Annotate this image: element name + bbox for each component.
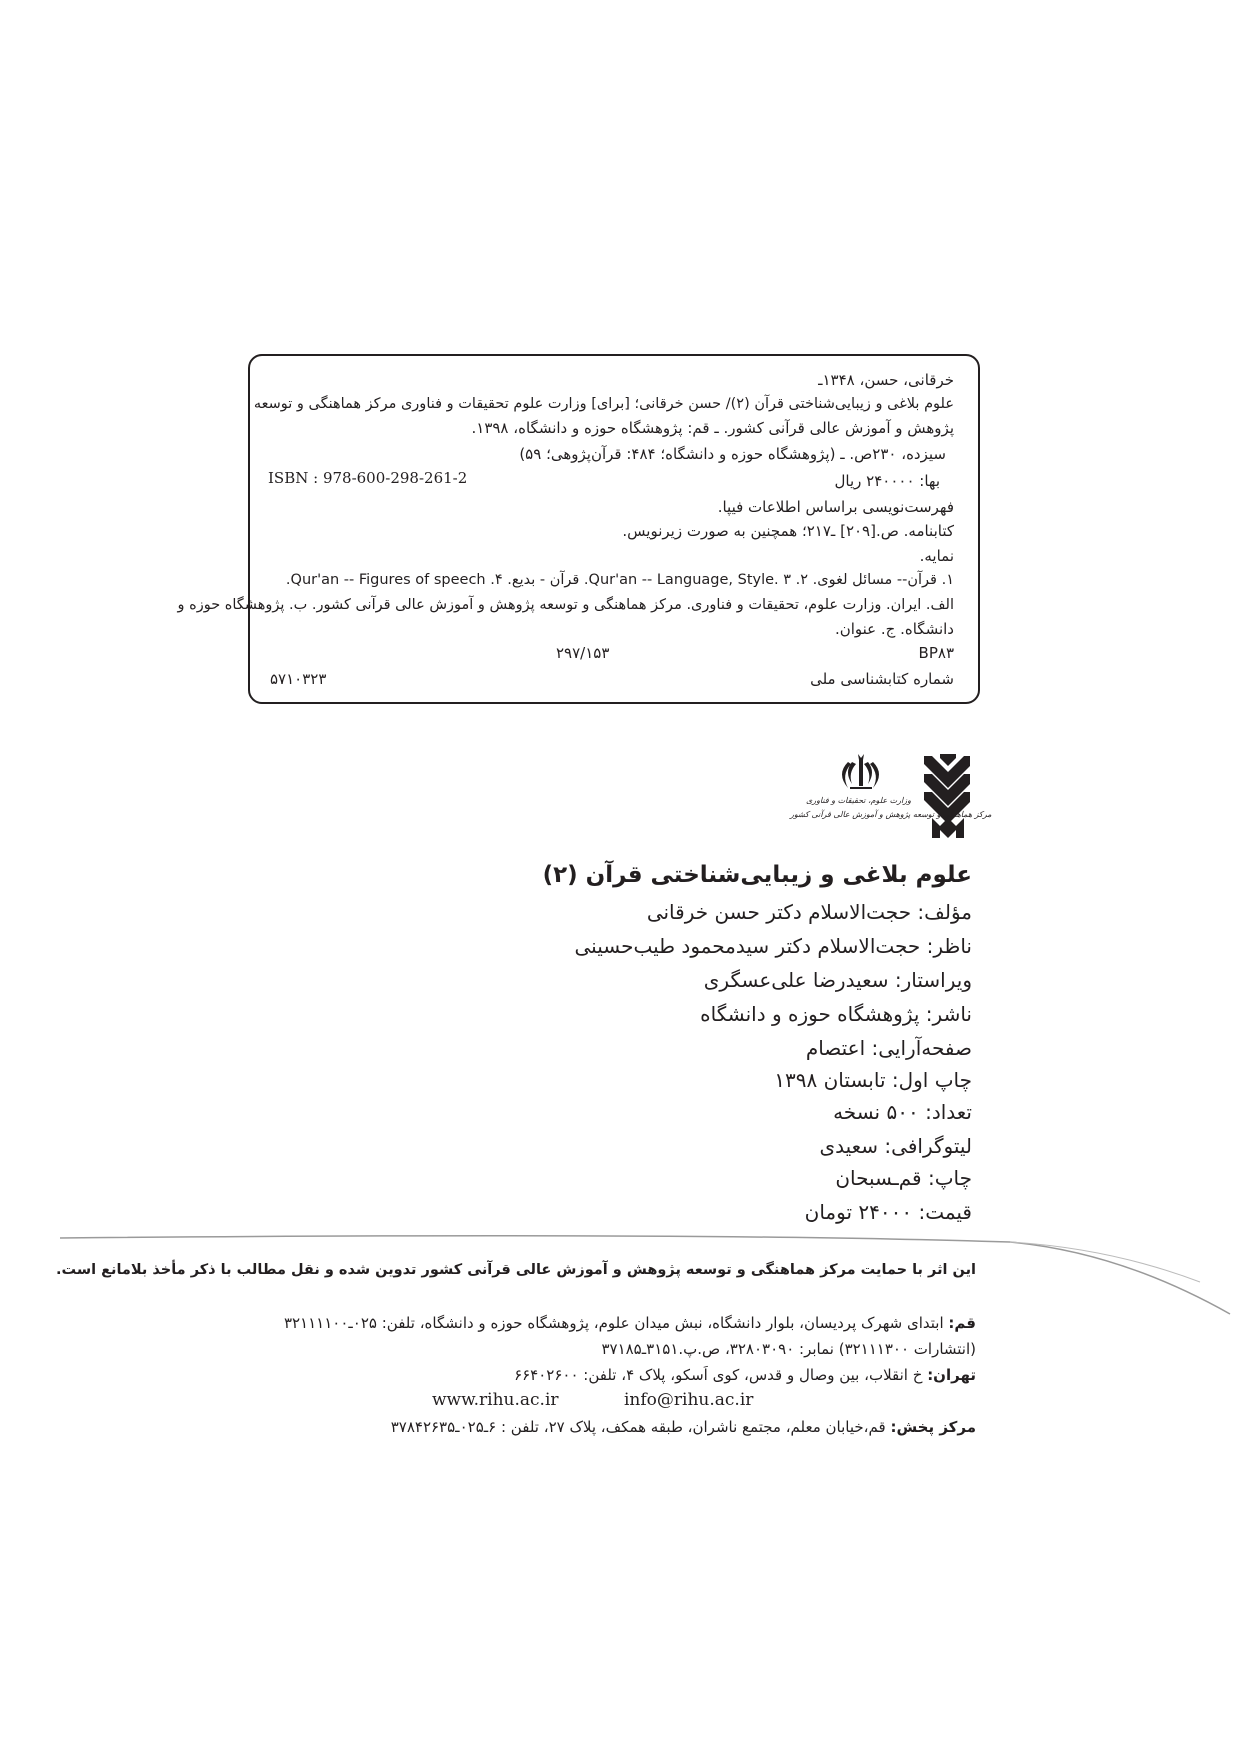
cip-index: نمایه. xyxy=(919,547,954,565)
cip-fipa: فهرست‌نویسی براساس اطلاعات فیپا. xyxy=(717,498,954,516)
tehran-label: تهران: xyxy=(927,1366,976,1384)
edition-line: چاپ اول: تابستان ۱۳۹۸ xyxy=(774,1068,972,1092)
publisher-line: ناشر: پژوهشگاه حوزه و دانشگاه xyxy=(700,1002,972,1026)
support-note: این اثر با حمایت مرکز هماهنگی و توسعه پژوهش و آموزش عالی قرآنی کشور تدوین شده و نقل مطالب با ذکر مأخذ بلامانع است. xyxy=(56,1262,976,1278)
cip-title: علوم بلاغی و زیبایی‌شناختی قرآن (۲)/ حسن خرقانی؛ [برای] وزارت علوم تحقیقات و فناوری مرکز هماهنگی و توسعه xyxy=(253,396,954,412)
cip-dewey: ۲۹۷/۱۵۳ xyxy=(556,644,610,662)
print-line: چاپ: قم‌ـسبحان xyxy=(835,1166,972,1190)
book-title: علوم بلاغی و زیبایی‌شناختی قرآن (۲) xyxy=(542,862,972,888)
layout-line: صفحه‌آرایی: اعتصام xyxy=(805,1036,972,1060)
distribution-address xyxy=(391,1418,976,1436)
website-link[interactable]: www.rihu.ac.ir xyxy=(432,1390,559,1410)
cip-national-label: شماره کتابشناسی ملی xyxy=(810,670,954,688)
cip-bibliography: کتابنامه. ص.[۲۰۹] ـ۲۱۷؛ همچنین به صورت زیرنویس. xyxy=(622,522,954,540)
tehran-text: خ انقلاب، بین وصال و قدس، کوی اَسکو، پلاک ۴، تلفن: ۶۶۴۰۲۶۰۰ xyxy=(514,1366,923,1384)
qom-address xyxy=(284,1314,976,1332)
cip-added-entries-cont: دانشگاه. ج. عنوان. xyxy=(834,620,954,638)
author-line: مؤلف: حجت‌الاسلام دکتر حسن خرقانی xyxy=(646,900,972,924)
copies-line: تعداد: ۵۰۰ نسخه xyxy=(833,1100,972,1124)
litho-line: لیتوگرافی: سعیدی xyxy=(819,1134,972,1158)
cip-imprint: پژوهش و آموزش عالی قرآنی کشور. ـ قم: پژوهشگاه حوزه و دانشگاه، ۱۳۹۸. xyxy=(471,419,954,437)
supervisor-line: ناظر: حجت‌الاسلام دکتر سیدمحمود طیب‌حسینی xyxy=(574,934,972,958)
logos xyxy=(790,748,992,848)
email-link[interactable]: info@rihu.ac.ir xyxy=(624,1390,754,1410)
qom-text: ابتدای شهرک پردیسان، بلوار دانشگاه، نبش میدان علوم، پژوهشگاه حوزه و دانشگاه، تلفن: ۰۲۵ـ۳۲۱۱۱۱۰۰ xyxy=(283,1314,944,1332)
cip-subjects: ۱. قرآن-- مسائل لغوی. ۲. Qur'an -- Language, Style. ۳. قرآن - بدیع. ۴. Qur'an -- Figures of speech. xyxy=(285,572,954,588)
editor-line: ویراستار: سعیدرضا علی‌عسگری xyxy=(703,968,972,992)
cip-lc-number: BP۸۳ xyxy=(918,644,954,662)
cip-national-number: ۵۷۱۰۳۲۳ xyxy=(270,670,327,688)
cip-box xyxy=(177,354,980,704)
ministry-line-2: مرکز هماهنگی و توسعه پژوهش و آموزش عالی قرآنی کشور xyxy=(790,810,992,819)
cip-price: بها: ۲۴۰۰۰۰ ریال xyxy=(834,472,940,490)
tehran-address xyxy=(514,1366,976,1384)
cip-added-entries: الف. ایران. وزارت علوم، تحقیقات و فناوری. مرکز هماهنگی و توسعه پژوهش و آموزش عالی قرآنی کشور. ب. پژوهشگاه حوزه و xyxy=(177,597,954,613)
ministry-line-1: وزارت علوم، تحقیقات و فناوری xyxy=(806,796,911,805)
distribution-label: مرکز پخش: xyxy=(890,1418,976,1436)
distribution-text: قم،خیابان معلم، مجتمع ناشران، طبقه همکف، پلاک ۲۷، تلفن : ۶ـ۰۲۵ـ۳۷۸۴۲۶۳۵ xyxy=(390,1418,886,1436)
cip-author: خرقانی، حسن، ۱۳۴۸ـ xyxy=(818,371,954,389)
cip-isbn: ISBN : 978-600-298-261-2 xyxy=(268,469,468,487)
qom-text-2: (انتشارات ۳۲۱۱۱۳۰۰) نمابر: ۳۲۸۰۳۰۹۰، ص.پ.۳۱۵۱ـ۳۷۱۸۵ xyxy=(601,1340,976,1358)
cost-line: قیمت: ۲۴۰۰۰ تومان xyxy=(804,1200,972,1224)
qom-label: قم: xyxy=(948,1314,976,1332)
cip-series: سیزده، ۲۳۰ص. ـ (پژوهشگاه حوزه و دانشگاه؛ ۴۸۴: قرآن‌پژوهی؛ ۵۹) xyxy=(519,445,946,463)
